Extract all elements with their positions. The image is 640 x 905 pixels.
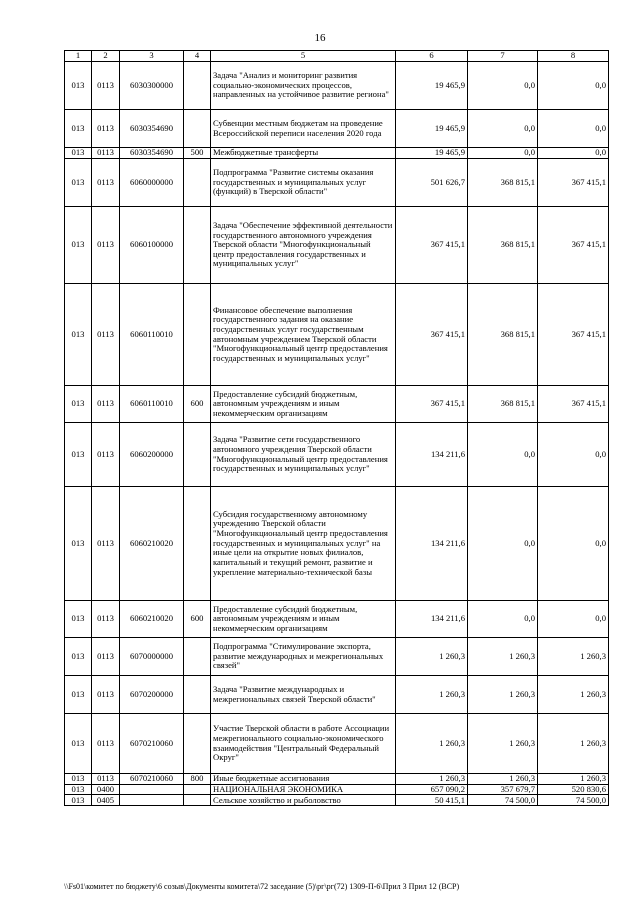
file-path-footer: \\Fs01\комитет по бюджету\6 созыв\Документы комитета\72 заседание (5)\рг\рг(72) 1309-П-6\Прил 3 Прил 12 (ВСР) — [64, 882, 460, 891]
expense-type-cell: 600 — [184, 386, 211, 423]
amount-cell-2023: 1 260,3 — [538, 638, 609, 676]
column-header: 7 — [468, 51, 538, 62]
expense-type-cell — [184, 207, 211, 284]
amount-cell-2022: 368 815,1 — [468, 159, 538, 207]
table-row — [65, 284, 609, 386]
target-article-cell: 6070210060 — [120, 714, 184, 774]
description-cell: Предоставление субсидий бюджетным, автономным учреждениям и иным некоммерческим организациям — [211, 386, 396, 423]
amount-cell-2022: 357 679,7 — [468, 784, 538, 795]
amount-cell-2023: 0,0 — [538, 423, 609, 487]
section-code-cell: 0113 — [92, 110, 120, 148]
amount-cell-2022: 0,0 — [468, 62, 538, 110]
description-cell: Участие Тверской области в работе Ассоциации межрегионального социально-экономического взаимодействия "Центральный Федеральный Округ" — [211, 714, 396, 774]
expense-type-cell — [184, 159, 211, 207]
table-row — [65, 423, 609, 487]
table-body — [65, 62, 609, 806]
expense-type-cell — [184, 784, 211, 795]
amount-cell-2023: 367 415,1 — [538, 386, 609, 423]
chapter-code-cell: 013 — [65, 784, 92, 795]
amount-cell-2022: 0,0 — [468, 110, 538, 148]
amount-cell-2022: 0,0 — [468, 148, 538, 159]
amount-cell-2021: 134 211,6 — [396, 601, 468, 638]
table-row — [65, 207, 609, 284]
description-cell: Предоставление субсидий бюджетным, автономным учреждениям и иным некоммерческим организациям — [211, 601, 396, 638]
column-header: 3 — [120, 51, 184, 62]
chapter-code-cell: 013 — [65, 601, 92, 638]
amount-cell-2022: 1 260,3 — [468, 676, 538, 714]
chapter-code-cell: 013 — [65, 487, 92, 601]
table-row — [65, 386, 609, 423]
description-cell: Задача "Развитие международных и межрегиональных связей Тверской области" — [211, 676, 396, 714]
description-cell: Субвенции местным бюджетам на проведение Всероссийской переписи населения 2020 года — [211, 110, 396, 148]
amount-cell-2023: 1 260,3 — [538, 774, 609, 785]
expense-type-cell — [184, 62, 211, 110]
budget-table — [64, 50, 609, 806]
table-row — [65, 795, 609, 806]
description-cell: Финансовое обеспечение выполнения государственного задания на оказание государственных услуг государственным автономным учреждением Тверской области "Многофункциональный центр предоставления государственных и муниципальных услуг" — [211, 284, 396, 386]
target-article-cell — [120, 795, 184, 806]
amount-cell-2021: 1 260,3 — [396, 676, 468, 714]
amount-cell-2023: 367 415,1 — [538, 284, 609, 386]
chapter-code-cell: 013 — [65, 714, 92, 774]
target-article-cell: 6030300000 — [120, 62, 184, 110]
section-code-cell: 0400 — [92, 784, 120, 795]
amount-cell-2021: 1 260,3 — [396, 714, 468, 774]
chapter-code-cell: 013 — [65, 207, 92, 284]
expense-type-cell — [184, 676, 211, 714]
target-article-cell: 6030354690 — [120, 110, 184, 148]
page-number: 16 — [314, 32, 326, 44]
description-cell: Межбюджетные трансферты — [211, 148, 396, 159]
section-code-cell: 0405 — [92, 795, 120, 806]
amount-cell-2023: 1 260,3 — [538, 676, 609, 714]
target-article-cell: 6060100000 — [120, 207, 184, 284]
chapter-code-cell: 013 — [65, 148, 92, 159]
amount-cell-2023: 0,0 — [538, 148, 609, 159]
chapter-code-cell: 013 — [65, 638, 92, 676]
amount-cell-2023: 367 415,1 — [538, 159, 609, 207]
table-row — [65, 784, 609, 795]
amount-cell-2021: 657 090,2 — [396, 784, 468, 795]
chapter-code-cell: 013 — [65, 676, 92, 714]
amount-cell-2021: 367 415,1 — [396, 207, 468, 284]
amount-cell-2021: 19 465,9 — [396, 148, 468, 159]
section-code-cell: 0113 — [92, 148, 120, 159]
description-cell: Задача "Развитие сети государственного автономного учреждения Тверской области "Многофункциональный центр предоставления государственных и муниципальных услуг" — [211, 423, 396, 487]
table-row — [65, 487, 609, 601]
table-row — [65, 676, 609, 714]
table-row — [65, 774, 609, 785]
target-article-cell: 6060110010 — [120, 284, 184, 386]
expense-type-cell — [184, 110, 211, 148]
target-article-cell — [120, 784, 184, 795]
table-row — [65, 638, 609, 676]
chapter-code-cell: 013 — [65, 774, 92, 785]
expense-type-cell — [184, 795, 211, 806]
section-code-cell: 0113 — [92, 487, 120, 601]
expense-type-cell — [184, 423, 211, 487]
amount-cell-2021: 19 465,9 — [396, 62, 468, 110]
amount-cell-2022: 0,0 — [468, 423, 538, 487]
target-article-cell: 6060210020 — [120, 487, 184, 601]
section-code-cell: 0113 — [92, 601, 120, 638]
section-code-cell: 0113 — [92, 676, 120, 714]
amount-cell-2022: 368 815,1 — [468, 386, 538, 423]
amount-cell-2023: 1 260,3 — [538, 714, 609, 774]
expense-type-cell — [184, 638, 211, 676]
target-article-cell: 6060200000 — [120, 423, 184, 487]
column-header: 4 — [184, 51, 211, 62]
amount-cell-2021: 134 211,6 — [396, 423, 468, 487]
amount-cell-2021: 1 260,3 — [396, 638, 468, 676]
table-row — [65, 601, 609, 638]
column-header: 1 — [65, 51, 92, 62]
amount-cell-2023: 0,0 — [538, 601, 609, 638]
column-header: 8 — [538, 51, 609, 62]
target-article-cell: 6070000000 — [120, 638, 184, 676]
target-article-cell: 6070210060 — [120, 774, 184, 785]
description-cell: Иные бюджетные ассигнования — [211, 774, 396, 785]
description-cell: Субсидия государственному автономному учреждению Тверской области "Многофункциональный центр предоставления государственных и муниципальных услуг" на иные цели на открытие новых филиалов, капитальный и текущий ремонт, развитие и укрепление материально-технической базы — [211, 487, 396, 601]
amount-cell-2022: 1 260,3 — [468, 774, 538, 785]
section-code-cell: 0113 — [92, 386, 120, 423]
amount-cell-2021: 367 415,1 — [396, 284, 468, 386]
expense-type-cell: 800 — [184, 774, 211, 785]
chapter-code-cell: 013 — [65, 386, 92, 423]
amount-cell-2022: 0,0 — [468, 487, 538, 601]
amount-cell-2022: 368 815,1 — [468, 284, 538, 386]
section-code-cell: 0113 — [92, 159, 120, 207]
chapter-code-cell: 013 — [65, 159, 92, 207]
description-cell: Подпрограмма "Стимулирование экспорта, развитие международных и межрегиональных связей" — [211, 638, 396, 676]
chapter-code-cell: 013 — [65, 423, 92, 487]
chapter-code-cell: 013 — [65, 795, 92, 806]
section-code-cell: 0113 — [92, 714, 120, 774]
section-code-cell: 0113 — [92, 62, 120, 110]
expense-type-cell — [184, 714, 211, 774]
amount-cell-2023: 74 500,0 — [538, 795, 609, 806]
target-article-cell: 6070200000 — [120, 676, 184, 714]
expense-type-cell — [184, 487, 211, 601]
amount-cell-2023: 367 415,1 — [538, 207, 609, 284]
amount-cell-2023: 0,0 — [538, 487, 609, 601]
amount-cell-2021: 19 465,9 — [396, 110, 468, 148]
description-cell: Задача "Анализ и мониторинг развития социально-экономических процессов, направленных на устойчивое развитие региона" — [211, 62, 396, 110]
table-row — [65, 110, 609, 148]
amount-cell-2021: 501 626,7 — [396, 159, 468, 207]
column-header: 6 — [396, 51, 468, 62]
section-code-cell: 0113 — [92, 638, 120, 676]
target-article-cell: 6060210020 — [120, 601, 184, 638]
header-row — [65, 51, 609, 62]
description-cell: Сельское хозяйство и рыболовство — [211, 795, 396, 806]
section-code-cell: 0113 — [92, 207, 120, 284]
chapter-code-cell: 013 — [65, 62, 92, 110]
table-row — [65, 62, 609, 110]
section-code-cell: 0113 — [92, 284, 120, 386]
expense-type-cell — [184, 284, 211, 386]
table-row — [65, 148, 609, 159]
amount-cell-2023: 520 830,6 — [538, 784, 609, 795]
amount-cell-2021: 1 260,3 — [396, 774, 468, 785]
chapter-code-cell: 013 — [65, 284, 92, 386]
expense-type-cell: 500 — [184, 148, 211, 159]
amount-cell-2021: 367 415,1 — [396, 386, 468, 423]
target-article-cell: 6030354690 — [120, 148, 184, 159]
amount-cell-2022: 1 260,3 — [468, 638, 538, 676]
amount-cell-2022: 74 500,0 — [468, 795, 538, 806]
target-article-cell: 6060000000 — [120, 159, 184, 207]
table-row — [65, 714, 609, 774]
expense-type-cell: 600 — [184, 601, 211, 638]
amount-cell-2023: 0,0 — [538, 62, 609, 110]
description-cell: Задача "Обеспечение эффективной деятельности государственного автономного учреждения Тверской области "Многофункциональный центр предоставления государственных и муниципальных услуг" — [211, 207, 396, 284]
section-code-cell: 0113 — [92, 774, 120, 785]
amount-cell-2023: 0,0 — [538, 110, 609, 148]
amount-cell-2022: 1 260,3 — [468, 714, 538, 774]
amount-cell-2021: 134 211,6 — [396, 487, 468, 601]
column-header: 5 — [211, 51, 396, 62]
amount-cell-2021: 50 415,1 — [396, 795, 468, 806]
table-row — [65, 159, 609, 207]
amount-cell-2022: 368 815,1 — [468, 207, 538, 284]
section-code-cell: 0113 — [92, 423, 120, 487]
description-cell: НАЦИОНАЛЬНАЯ ЭКОНОМИКА — [211, 784, 396, 795]
column-header: 2 — [92, 51, 120, 62]
chapter-code-cell: 013 — [65, 110, 92, 148]
description-cell: Подпрограмма "Развитие системы оказания государственных и муниципальных услуг (функций) в Тверской области" — [211, 159, 396, 207]
amount-cell-2022: 0,0 — [468, 601, 538, 638]
target-article-cell: 6060110010 — [120, 386, 184, 423]
